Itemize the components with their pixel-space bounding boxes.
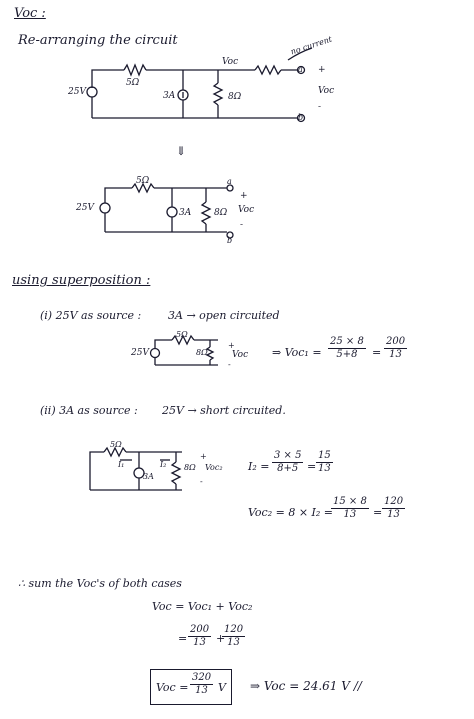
arrow-down: ⇓ <box>176 144 187 158</box>
circuit1-r2-label: 8Ω <box>228 92 242 102</box>
case2-plus: + <box>200 452 207 461</box>
circuit1-voc-label: Voc <box>222 57 239 67</box>
circuit1-plus: + <box>318 65 326 75</box>
case1-voc: Voc <box>232 350 249 360</box>
box-lhs: Voc = <box>156 681 189 694</box>
case2-voc2-lhs: Voc₂ = 8 × I₂ = <box>248 506 334 519</box>
case1-r2: 8Ω <box>196 348 208 357</box>
summary-intro: ∴ sum the Voc's of both cases <box>18 577 182 590</box>
circuit1-node-b: b <box>298 113 304 122</box>
final-result: ⇒ Voc = 24.61 V // <box>250 679 362 693</box>
case2-i2-fraction: $\frac{3 \times 5}{8+5}$ <box>274 450 302 474</box>
box-fraction: $\frac{320}{13}$ <box>192 672 212 696</box>
case1-minus: - <box>228 360 231 369</box>
section-title: Voc : <box>14 6 46 21</box>
circuit2-node-a: a <box>227 177 232 186</box>
case2-i2-result: $\frac{15}{13}$ <box>318 450 331 474</box>
summary-line2-prefix: = <box>178 632 188 645</box>
case2-i2-lhs: I₂ = <box>248 460 270 473</box>
circuit1-current-label: 3A <box>163 91 176 101</box>
case1-r1: 5Ω <box>176 330 188 339</box>
circuit2-plus: + <box>240 191 248 201</box>
case2-r2: 8Ω <box>184 463 196 472</box>
circuit2-node-b: b <box>227 236 233 245</box>
case2-r1: 5Ω <box>110 440 122 449</box>
case2-minus: - <box>200 477 203 486</box>
circuit2-source-label: 25V <box>76 203 94 213</box>
case2-current: 3A <box>143 472 154 481</box>
case1-eq-sign: = <box>372 346 382 359</box>
circuit1-no-current-note: no current <box>289 34 334 57</box>
case2-voc2-fraction: $\frac{15 \times 8}{13}$ <box>333 496 367 520</box>
case1-fraction-2: $\frac{200}{13}$ <box>386 336 406 360</box>
circuit1-r1-label: 5Ω <box>126 78 140 88</box>
case2-voc2: Voc₂ <box>205 463 223 472</box>
case2-i2-eq: = <box>307 460 317 473</box>
circuit2-minus: - <box>240 220 244 230</box>
case1-note: 3A → open circuited <box>168 309 280 322</box>
case1-eq-lhs: ⇒ Voc₁ = <box>272 346 322 359</box>
circuit2-current-label: 3A <box>179 208 192 218</box>
circuit1-source-label: 25V <box>68 87 86 97</box>
case1-plus: + <box>228 341 235 350</box>
case2-voc2-eq: = <box>373 506 383 519</box>
case2-note: 25V → short circuited. <box>162 404 286 417</box>
case2-i2: I₂ <box>160 460 167 469</box>
summary-line1: Voc = Voc₁ + Voc₂ <box>152 600 253 613</box>
circuit2-r1-label: 5Ω <box>136 176 150 186</box>
circuit2-r2-label: 8Ω <box>214 208 228 218</box>
circuit2-voc: Voc <box>238 205 255 215</box>
case2-label: (ii) 3A as source : <box>40 404 138 417</box>
circuit1-node-a: a <box>298 65 303 74</box>
summary-fraction-a: $\frac{200}{13}$ <box>190 624 210 648</box>
case1-fraction-1: $\frac{25 \times 8}{5+8}$ <box>330 336 364 360</box>
box-unit: V <box>218 681 226 694</box>
case2-voc2-result: $\frac{120}{13}$ <box>384 496 404 520</box>
case1-source: 25V <box>131 348 149 358</box>
summary-plus: + <box>216 632 226 645</box>
case1-label: (i) 25V as source : <box>40 309 142 322</box>
circuit1-voc-side: Voc <box>318 86 335 96</box>
case2-i1: I₁ <box>118 460 125 469</box>
circuit1-minus: - <box>318 102 322 112</box>
superposition-heading: using superposition : <box>12 273 151 288</box>
section-subtitle: Re-arranging the circuit <box>18 33 178 48</box>
summary-fraction-b: $\frac{120}{13}$ <box>224 624 244 648</box>
